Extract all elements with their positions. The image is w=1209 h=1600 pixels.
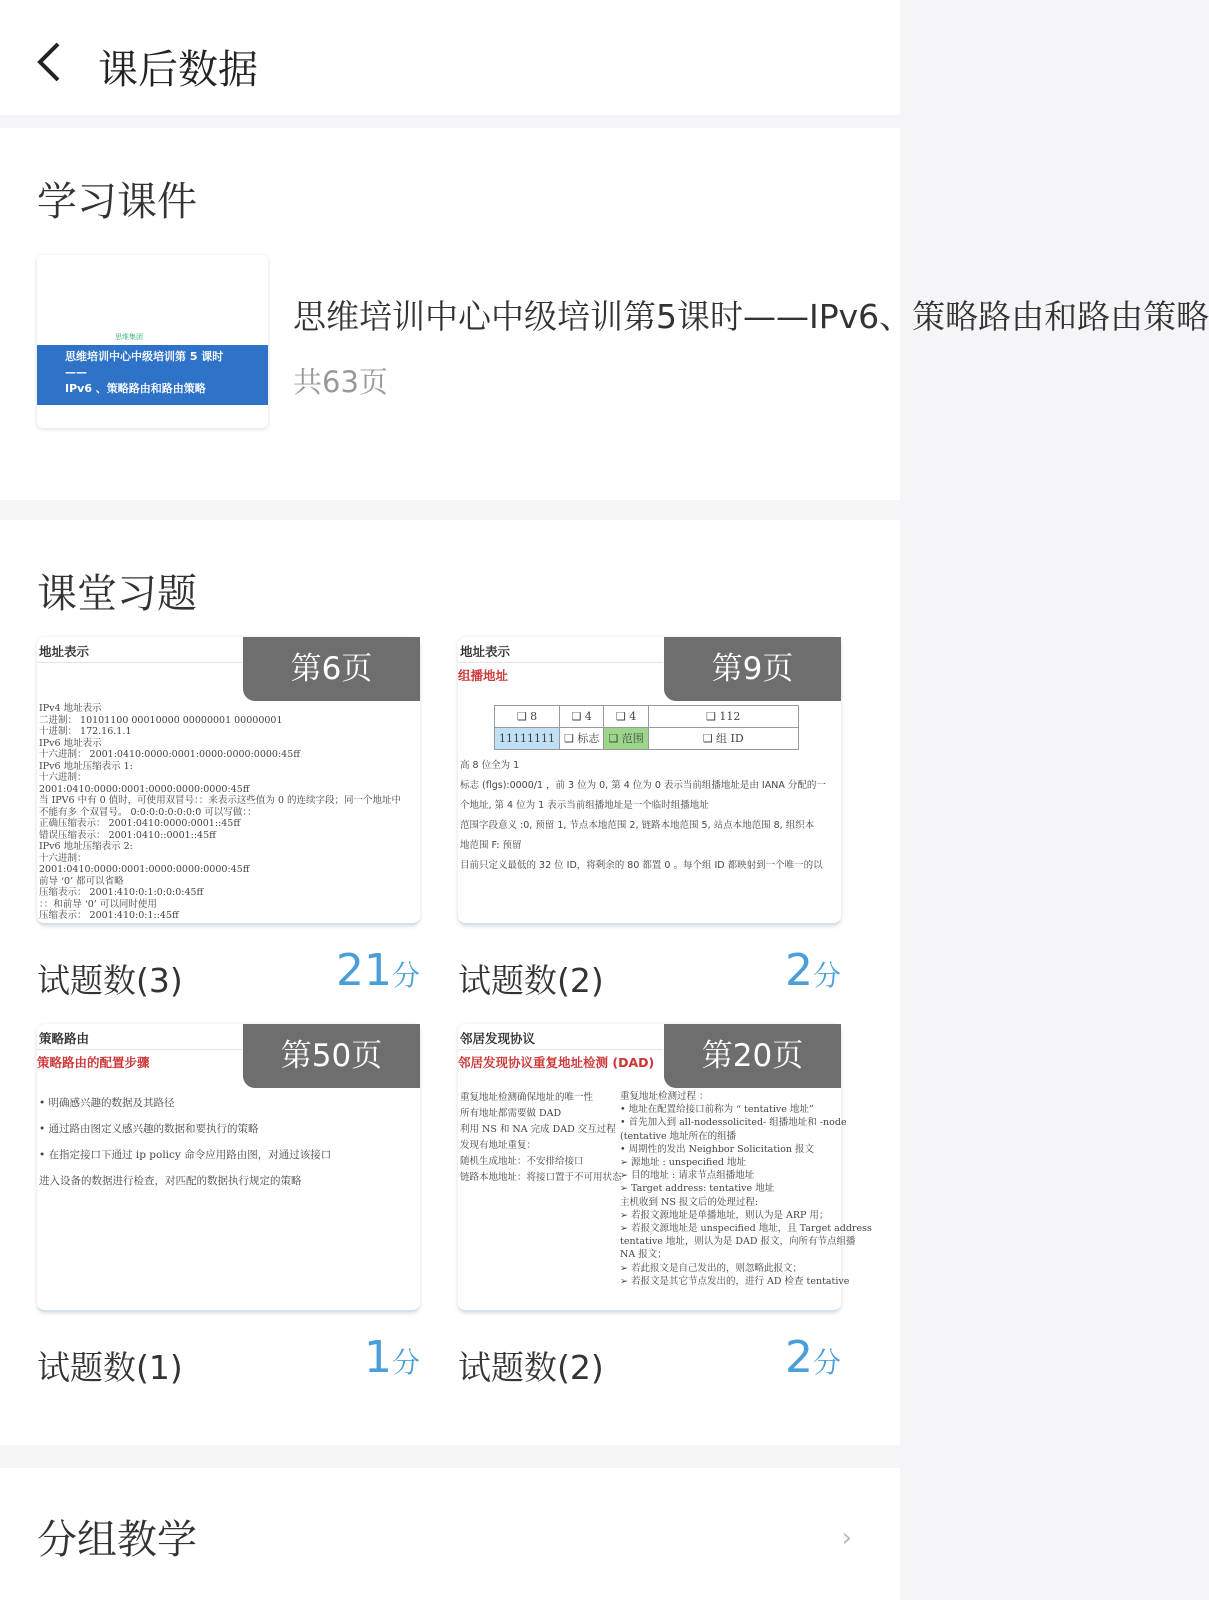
slide-line: 十六进制： <box>39 852 87 864</box>
section-heading: 分组教学 <box>37 1517 197 1563</box>
courseware-section <box>0 128 1209 500</box>
slide-line: ➢ 若报文是其它节点发出的，进行 AD 检查 tentative <box>620 1275 850 1287</box>
question-count: 试题数(3) <box>37 961 183 1000</box>
score <box>681 1332 841 1383</box>
table-cell: ❑ 112 <box>648 706 798 728</box>
thumb-line: 思维培训中心中级培训第 5 课时—— <box>65 350 224 379</box>
page-badge: 第20页 <box>664 1024 841 1088</box>
slide-line: ➢ 目的地址 : 请求节点组播地址 <box>620 1170 755 1182</box>
slide-line: 重复地址检测过程 ： <box>620 1091 709 1102</box>
group-teaching-section[interactable] <box>0 1468 900 1600</box>
slide-title: 地址表示 <box>37 637 242 663</box>
page-title: 课后数据 <box>98 47 258 93</box>
score-unit: 分 <box>391 959 420 992</box>
logo: 思维集团 <box>115 333 143 341</box>
slide-subtitle: 组播地址 <box>458 668 509 684</box>
section-heading: 学习课件 <box>37 179 197 225</box>
slide-title: 策略路由 <box>37 1024 242 1050</box>
slide-line: 主机收到 NS 报文后的处理过程: <box>620 1196 759 1208</box>
slide-line: tentative 地址，则认为是 DAD 报文，向所有节点组播 <box>620 1236 856 1248</box>
slide-line: ➢ Target address: tentative 地址 <box>620 1183 775 1195</box>
table-cell: ❑ 8 <box>495 706 560 728</box>
page-badge: 第50页 <box>243 1024 420 1088</box>
slide-line: ➢ 源地址 : unspecified 地址 <box>620 1157 746 1169</box>
multicast-table <box>494 705 799 750</box>
exercise-card[interactable] <box>458 1024 872 1312</box>
slide-line: 十进制： 172.16.1.1 <box>39 726 132 737</box>
slide-line: 当 IPV6 中有 0 值时，可使用双冒号：：来表示这些值为 0 的连续字段；同一个地址中 <box>39 795 402 806</box>
slide-line: 重复地址检测确保地址的唯一性 <box>460 1092 594 1103</box>
courseware-title[interactable]: 思维培训中心中级培训第5课时——IPv6、策略路由和路由策略 <box>293 297 1209 336</box>
slide-line: IPv4 地址表示 <box>39 703 102 714</box>
exercise-card[interactable] <box>37 637 420 925</box>
slide-line: 前导 ‘0’ 都可以省略 <box>39 875 124 887</box>
slide-line: IPv6 地址压缩表示 1: <box>39 760 133 772</box>
courseware-page-count: 共63页 <box>293 365 388 399</box>
score-value: 1 <box>363 1332 392 1383</box>
slide-line: ➢ 若报文源地址是 unspecified 地址，且 Target address <box>620 1223 872 1235</box>
slide-line: 十六进制： 2001:0410:0000:0001:0000:0000:0000:45ff <box>39 749 300 760</box>
table-cell: ❑ 4 <box>560 706 604 728</box>
question-count: 试题数(2) <box>458 961 604 1000</box>
thumb-line: IPv6 、策略路由和路由策略 <box>65 382 206 395</box>
slide-line: 目前只定义最低的 32 位 ID，将剩余的 80 都置 0 。每个组 ID 都映射到一个唯一的以 <box>460 860 823 871</box>
slide-line: 2001:0410:0000:0001:0000:0000:0000:45ff <box>39 783 250 795</box>
slide-line: 正确压缩表示： 2001:0410:0000:0001::45ff <box>39 818 241 829</box>
slide-line: 链路本地地址：将接口置于不可用状态 <box>460 1172 622 1183</box>
slide-line: ：：和前导 ‘0’ 可以同时使用 <box>39 898 157 910</box>
slide-line: IPv6 地址表示 <box>39 737 102 749</box>
page-badge: 第6页 <box>243 637 420 701</box>
courseware-thumbnail[interactable] <box>37 255 268 428</box>
slide-title: 地址表示 <box>458 637 663 663</box>
slide-title: 邻居发现协议 <box>458 1024 663 1050</box>
slide-line: 二进制： 10101100 00010000 00000001 00000001 <box>39 714 283 726</box>
slide-line: 压缩表示： 2001:410:0:1::45ff <box>39 910 179 921</box>
table-cell: ❑ 组 ID <box>648 728 798 750</box>
section-heading: 课堂习题 <box>37 571 197 617</box>
score <box>260 945 420 996</box>
slide-line: 发现有地址重复： <box>460 1140 537 1151</box>
score-unit: 分 <box>812 959 841 992</box>
score-unit: 分 <box>391 1346 420 1379</box>
slide-line: 不能有多 个双冒号。 0:0:0:0:0:0:0:0 可以写做：： <box>39 806 257 818</box>
slide-line: 地范围 F: 预留 <box>460 840 522 851</box>
score <box>681 945 841 996</box>
slide-subtitle: 策略路由的配置步骤 <box>37 1055 150 1071</box>
app-header <box>0 0 900 115</box>
slide-line: ➢ 若此报文是自己发出的，则忽略此报文； <box>620 1262 802 1274</box>
thumb-sub: 主讲人 时间 <box>115 407 153 415</box>
slide-line: 随机生成地址：不安排给接口 <box>460 1156 584 1167</box>
slide-line: • 周期性的发出 Neighbor Solicitation 报文 <box>620 1143 815 1155</box>
question-count: 试题数(1) <box>37 1348 183 1387</box>
question-count: 试题数(2) <box>458 1348 604 1387</box>
slide-line: ➢ 若报文源地址是单播地址，则认为是 ARP 用； <box>620 1209 829 1221</box>
exercise-card[interactable] <box>37 1024 420 1312</box>
slide-line: • 明确感兴趣的数据及其路径 <box>39 1097 175 1109</box>
slide-line: 2001:0410:0000:0001:0000:0000:0000:45ff <box>39 864 250 875</box>
slide-line: 利用 NS 和 NA 完成 DAD 交互过程 <box>460 1124 616 1135</box>
page-badge: 第9页 <box>664 637 841 701</box>
exercise-card[interactable] <box>458 637 841 925</box>
slide-line: 十六进制： <box>39 772 87 783</box>
score-value: 2 <box>784 1332 813 1383</box>
slide-line: 范围字段意义 :0, 预留 1, 节点本地范围 2, 链路本地范围 5, 站点本地范围 8, 组织本 <box>460 820 815 831</box>
score-value: 21 <box>335 945 392 996</box>
slide-line: • 首先加入到 all-nodessolicited- 组播地址和 -node <box>620 1117 847 1129</box>
slide-line: 进入设备的数据进行检查，对匹配的数据执行规定的策略 <box>39 1175 302 1187</box>
slide-line: 标志 (flgs):0000/1 ，前 3 位为 0, 第 4 位为 0 表示当前组播地址是由 IANA 分配的一 <box>460 780 826 791</box>
slide-line: 错误压缩表示： 2001:0410::0001::45ff <box>39 829 216 841</box>
exercises-section <box>0 520 900 1445</box>
slide-line: NA 报文； <box>620 1249 667 1261</box>
chevron-left-icon[interactable] <box>34 40 74 84</box>
slide-line: (tentative 地址所在的组播 <box>620 1130 737 1142</box>
slide-line: 个地址, 第 4 位为 1 表示当前组播地址是一个临时组播地址 <box>460 800 709 811</box>
table-cell: 11111111 <box>495 728 560 750</box>
score-unit: 分 <box>812 1346 841 1379</box>
slide-line: • 通过路由图定义感兴趣的数据和要执行的策略 <box>39 1123 259 1135</box>
chevron-right-icon[interactable]: › <box>841 1523 852 1553</box>
slide-subtitle: 邻居发现协议重复地址检测 (DAD) <box>458 1055 655 1071</box>
table-cell: ❑ 标志 <box>560 728 604 750</box>
slide-line: • 在指定接口下通过 ip policy 命令应用路由图，对通过该接口 <box>39 1149 332 1161</box>
slide-line: IPv6 地址压缩表示 2: <box>39 841 133 852</box>
table-cell: ❑ 范围 <box>604 728 648 750</box>
score-value: 2 <box>784 945 813 996</box>
slide-line: 高 8 位全为 1 <box>460 760 520 771</box>
table-cell: ❑ 4 <box>604 706 648 728</box>
slide-line: 压缩表示： 2001:410:0:1:0:0:0:45ff <box>39 887 204 898</box>
slide-line: • 地址在配置给接口前称为 “ tentative 地址” <box>620 1104 814 1116</box>
score <box>260 1332 420 1383</box>
slide-line: 所有地址都需要做 DAD <box>460 1108 562 1119</box>
